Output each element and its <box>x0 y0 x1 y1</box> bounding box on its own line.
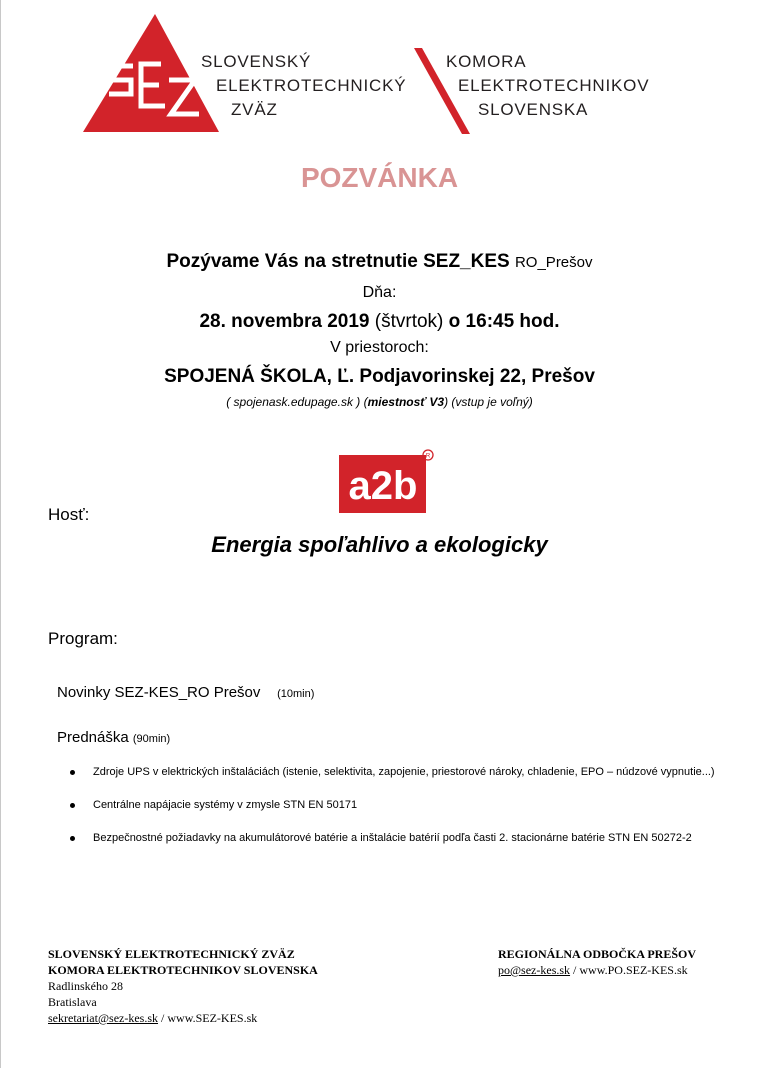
footer-contact-right <box>498 946 696 978</box>
topic-text: Bezpečnostné požiadavky na akumulátorové batérie a inštalácie batérií podľa časti 2. stacionárne batérie STN EN 50272-2 <box>93 832 692 844</box>
venue-room: miestnosť V3 <box>367 395 445 409</box>
event-date <box>0 311 759 333</box>
invite-main: Pozývame Vás na stretnutie SEZ_KES <box>166 251 515 272</box>
guest-logo-a2b <box>339 449 434 513</box>
date-weekday: (štvrtok) <box>374 311 444 332</box>
separator: / <box>158 1011 168 1025</box>
org-right-line-3: SLOVENSKA <box>478 100 589 119</box>
org-left-line-1: SLOVENSKÝ <box>201 52 312 71</box>
program-item-news <box>57 684 314 701</box>
footer-org-2: KOMORA ELEKTROTECHNIKOV SLOVENSKA <box>48 963 318 977</box>
venue-address: SPOJENÁ ŠKOLA, Ľ. Podjavorinskej 22, Prešov <box>164 366 595 387</box>
program-item-lecture <box>57 729 170 746</box>
sez-logo <box>83 14 219 132</box>
invite-line <box>0 251 759 273</box>
place-label: V priestoroch: <box>330 339 429 356</box>
list-item <box>70 832 715 865</box>
bullet-icon <box>70 836 75 841</box>
program-item-lecture-duration: (90min) <box>132 733 171 745</box>
separator: / <box>570 963 580 977</box>
bullet-icon <box>70 803 75 808</box>
page-title: POZVÁNKA <box>300 162 459 193</box>
org-name-kes <box>446 50 649 122</box>
org-left-line-3: ZVÄZ <box>231 100 278 119</box>
date-day: 28. novembra 2019 <box>199 311 375 332</box>
footer-branch: REGIONÁLNA ODBOČKA PREŠOV <box>498 947 697 961</box>
lecture-topics-list <box>70 766 715 865</box>
venue-details <box>0 395 759 409</box>
svg-text:R: R <box>425 453 431 460</box>
topic-text: Centrálne napájacie systémy v zmysle STN EN 50171 <box>93 799 358 811</box>
footer-contact-left <box>48 946 318 1026</box>
svg-text:a2b: a2b <box>348 464 418 508</box>
footer-city: Bratislava <box>48 995 97 1009</box>
invite-branch: RO_Prešov <box>514 254 593 271</box>
venue-entry: ) (vstup je voľný) <box>444 395 533 409</box>
bullet-icon <box>70 770 75 775</box>
program-item-news-label: Novinky SEZ-KES_RO Prešov <box>57 684 261 701</box>
topic-text: Zdroje UPS v elektrických inštaláciách (istenie, selektivita, zapojenie, priestorové nároky, chladenie, EPO – núdzové vypnutie...) <box>93 766 715 778</box>
guest-label: Hosť: <box>48 505 90 524</box>
talk-title: Energia spoľahlivo a ekologicky <box>211 532 548 557</box>
email-link[interactable]: po@sez-kes.sk <box>498 963 571 977</box>
web-link[interactable]: www.SEZ-KES.sk <box>167 1011 258 1025</box>
list-item <box>70 799 715 832</box>
program-label: Program: <box>48 629 118 648</box>
org-right-line-1: KOMORA <box>446 52 527 71</box>
email-link[interactable]: sekretariat@sez-kes.sk <box>48 1011 159 1025</box>
program-item-lecture-label: Prednáška <box>57 729 133 746</box>
footer-street: Radlinského 28 <box>48 979 123 993</box>
org-name-sez <box>201 50 406 122</box>
footer-org-1: SLOVENSKÝ ELEKTROTECHNICKÝ ZVÄZ <box>48 947 295 961</box>
footer-links-left <box>48 1010 318 1026</box>
venue-web: ( spojenask.edupage.sk ) ( <box>226 395 368 409</box>
web-link[interactable]: www.PO.SEZ-KES.sk <box>579 963 688 977</box>
program-item-news-duration: (10min) <box>277 688 315 700</box>
date-label: Dňa: <box>362 284 397 301</box>
org-right-line-2: ELEKTROTECHNIKOV <box>458 76 650 95</box>
footer-links-right <box>498 962 696 978</box>
org-left-line-2: ELEKTROTECHNICKÝ <box>216 76 407 95</box>
list-item <box>70 766 715 799</box>
date-time: o 16:45 hod. <box>443 311 560 332</box>
